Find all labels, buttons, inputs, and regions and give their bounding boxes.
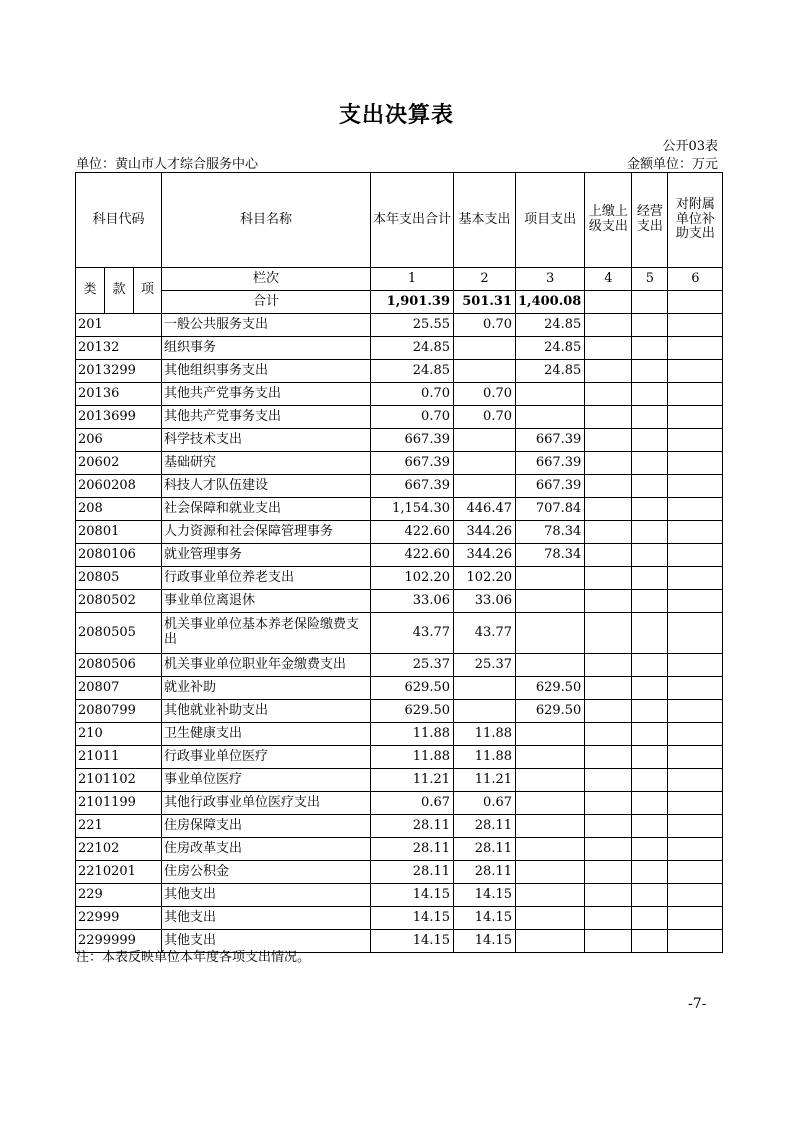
row-project — [516, 884, 585, 907]
row-basic: 14.15 — [454, 930, 516, 953]
row-name: 住房公积金 — [162, 861, 371, 884]
row-subsidy — [668, 383, 723, 406]
row-total: 422.60 — [371, 544, 454, 567]
row-upper — [585, 613, 632, 654]
row-total: 102.20 — [371, 567, 454, 590]
row-business — [632, 861, 668, 884]
row-subsidy — [668, 723, 723, 746]
unit-label: 单位：黄山市人才综合服务中心 — [76, 157, 259, 172]
row-basic: 14.15 — [454, 884, 516, 907]
table-row — [76, 498, 723, 521]
table-row — [76, 792, 723, 815]
row-code: 20805 — [76, 567, 162, 590]
table-row — [76, 406, 723, 429]
row-code: 2080506 — [76, 654, 162, 677]
row-name: 其他共产党事务支出 — [162, 406, 371, 429]
row-basic — [454, 452, 516, 475]
row-name: 科学技术支出 — [162, 429, 371, 452]
row-basic: 28.11 — [454, 815, 516, 838]
table-row — [76, 360, 723, 383]
row-subsidy — [668, 475, 723, 498]
row-total: 14.15 — [371, 907, 454, 930]
row-project: 78.34 — [516, 544, 585, 567]
row-code: 2080799 — [76, 700, 162, 723]
row-subsidy — [668, 677, 723, 700]
header-project: 项目支出 — [516, 173, 585, 268]
money-unit-label: 金额单位：万元 — [626, 157, 718, 172]
total-basic: 501.31 — [454, 291, 516, 314]
row-code: 2060208 — [76, 475, 162, 498]
row-code: 20801 — [76, 521, 162, 544]
row-subsidy — [668, 907, 723, 930]
row-project: 629.50 — [516, 700, 585, 723]
row-project — [516, 746, 585, 769]
row-subsidy — [668, 567, 723, 590]
row-business — [632, 475, 668, 498]
row-basic: 0.70 — [454, 314, 516, 337]
row-project — [516, 815, 585, 838]
row-code: 22999 — [76, 907, 162, 930]
row-total: 629.50 — [371, 700, 454, 723]
row-code: 206 — [76, 429, 162, 452]
row-upper — [585, 590, 632, 613]
row-project — [516, 613, 585, 654]
row-code: 2080505 — [76, 613, 162, 654]
row-project: 24.85 — [516, 360, 585, 383]
row-upper — [585, 498, 632, 521]
row-code: 2013299 — [76, 360, 162, 383]
row-upper — [585, 792, 632, 815]
row-total: 11.21 — [371, 769, 454, 792]
row-code: 20602 — [76, 452, 162, 475]
total-label: 合计 — [162, 291, 371, 314]
row-business — [632, 723, 668, 746]
row-business — [632, 452, 668, 475]
row-business — [632, 337, 668, 360]
row-total: 43.77 — [371, 613, 454, 654]
row-name: 行政事业单位养老支出 — [162, 567, 371, 590]
page-number: -7- — [688, 996, 707, 1012]
table-row — [76, 590, 723, 613]
row-total: 629.50 — [371, 677, 454, 700]
table-row — [76, 544, 723, 567]
row-basic: 102.20 — [454, 567, 516, 590]
row-basic: 28.11 — [454, 861, 516, 884]
row-total: 33.06 — [371, 590, 454, 613]
table-row — [76, 337, 723, 360]
row-subsidy — [668, 406, 723, 429]
row-basic — [454, 475, 516, 498]
row-upper — [585, 360, 632, 383]
row-business — [632, 613, 668, 654]
page-title: 支出决算表 — [338, 103, 454, 128]
row-upper — [585, 337, 632, 360]
row-code: 2299999 — [76, 930, 162, 953]
header-basic: 基本支出 — [454, 173, 516, 268]
row-upper — [585, 746, 632, 769]
row-business — [632, 746, 668, 769]
row-code: 2101102 — [76, 769, 162, 792]
row-project — [516, 930, 585, 953]
row-subsidy — [668, 792, 723, 815]
row-project — [516, 567, 585, 590]
row-basic — [454, 360, 516, 383]
row-upper — [585, 406, 632, 429]
row-total: 28.11 — [371, 838, 454, 861]
row-subsidy — [668, 521, 723, 544]
row-basic: 344.26 — [454, 544, 516, 567]
row-name: 事业单位医疗 — [162, 769, 371, 792]
row-business — [632, 567, 668, 590]
row-subsidy — [668, 769, 723, 792]
row-basic: 43.77 — [454, 613, 516, 654]
row-name: 事业单位离退休 — [162, 590, 371, 613]
row-subsidy — [668, 930, 723, 953]
row-code: 2013699 — [76, 406, 162, 429]
row-business — [632, 590, 668, 613]
row-upper — [585, 723, 632, 746]
row-name: 组织事务 — [162, 337, 371, 360]
table-row — [76, 884, 723, 907]
row-name: 一般公共服务支出 — [162, 314, 371, 337]
total-amount: 1,901.39 — [371, 291, 454, 314]
header-lei: 类 — [76, 268, 105, 314]
row-name: 其他支出 — [162, 907, 371, 930]
row-name: 住房改革支出 — [162, 838, 371, 861]
row-basic: 11.88 — [454, 723, 516, 746]
col-number-6: 6 — [668, 268, 723, 291]
table-row — [76, 907, 723, 930]
row-code: 21011 — [76, 746, 162, 769]
total-subsidy — [668, 291, 723, 314]
row-total: 25.55 — [371, 314, 454, 337]
row-name: 就业补助 — [162, 677, 371, 700]
table-row — [76, 314, 723, 337]
row-project — [516, 723, 585, 746]
row-project: 24.85 — [516, 314, 585, 337]
header-total: 本年支出合计 — [371, 173, 454, 268]
row-project: 667.39 — [516, 429, 585, 452]
row-basic — [454, 429, 516, 452]
table-row — [76, 475, 723, 498]
header-kuan: 款 — [105, 268, 134, 314]
row-business — [632, 498, 668, 521]
row-business — [632, 769, 668, 792]
row-business — [632, 521, 668, 544]
row-basic — [454, 700, 516, 723]
row-subsidy — [668, 861, 723, 884]
row-business — [632, 930, 668, 953]
row-basic: 33.06 — [454, 590, 516, 613]
row-upper — [585, 383, 632, 406]
row-subsidy — [668, 884, 723, 907]
row-subsidy — [668, 314, 723, 337]
table-row — [76, 861, 723, 884]
row-basic — [454, 677, 516, 700]
row-upper — [585, 544, 632, 567]
table-row — [76, 700, 723, 723]
row-business — [632, 815, 668, 838]
row-business — [632, 544, 668, 567]
row-business — [632, 907, 668, 930]
row-name: 其他支出 — [162, 930, 371, 953]
table-row — [76, 723, 723, 746]
row-basic: 28.11 — [454, 838, 516, 861]
row-upper — [585, 838, 632, 861]
row-total: 25.37 — [371, 654, 454, 677]
row-total: 0.70 — [371, 383, 454, 406]
row-total: 667.39 — [371, 429, 454, 452]
lanci-label: 栏次 — [162, 268, 371, 291]
header-upper: 上缴上级支出 — [585, 173, 632, 268]
row-business — [632, 884, 668, 907]
row-upper — [585, 861, 632, 884]
row-basic: 11.88 — [454, 746, 516, 769]
row-upper — [585, 930, 632, 953]
total-business — [632, 291, 668, 314]
row-project — [516, 838, 585, 861]
table-row — [76, 613, 723, 654]
row-total: 24.85 — [371, 337, 454, 360]
row-basic: 0.70 — [454, 383, 516, 406]
row-subsidy — [668, 360, 723, 383]
row-total: 14.15 — [371, 930, 454, 953]
header-xiang: 项 — [134, 268, 162, 314]
row-basic — [454, 337, 516, 360]
row-code: 221 — [76, 815, 162, 838]
row-name: 基础研究 — [162, 452, 371, 475]
row-total: 1,154.30 — [371, 498, 454, 521]
row-name: 科技人才队伍建设 — [162, 475, 371, 498]
table-row — [76, 452, 723, 475]
row-basic: 344.26 — [454, 521, 516, 544]
row-name: 其他就业补助支出 — [162, 700, 371, 723]
row-name: 机关事业单位基本养老保险缴费支出 — [162, 613, 371, 654]
row-name: 卫生健康支出 — [162, 723, 371, 746]
row-subsidy — [668, 700, 723, 723]
row-upper — [585, 475, 632, 498]
row-subsidy — [668, 590, 723, 613]
row-code: 2210201 — [76, 861, 162, 884]
total-row — [76, 291, 723, 314]
row-total: 0.67 — [371, 792, 454, 815]
row-name: 其他共产党事务支出 — [162, 383, 371, 406]
table-row — [76, 567, 723, 590]
row-project — [516, 654, 585, 677]
row-subsidy — [668, 654, 723, 677]
row-name: 住房保障支出 — [162, 815, 371, 838]
row-total: 667.39 — [371, 475, 454, 498]
row-business — [632, 654, 668, 677]
header-subsidy: 对附属单位补助支出 — [668, 173, 723, 268]
table-row — [76, 746, 723, 769]
row-code: 20807 — [76, 677, 162, 700]
header-code: 科目代码 — [76, 173, 162, 268]
table-row — [76, 769, 723, 792]
row-upper — [585, 521, 632, 544]
row-total: 28.11 — [371, 861, 454, 884]
col-number-3: 3 — [516, 268, 585, 291]
row-total: 11.88 — [371, 746, 454, 769]
row-subsidy — [668, 429, 723, 452]
row-subsidy — [668, 838, 723, 861]
row-business — [632, 383, 668, 406]
table-row — [76, 521, 723, 544]
row-project — [516, 861, 585, 884]
row-subsidy — [668, 452, 723, 475]
row-basic: 446.47 — [454, 498, 516, 521]
row-basic: 0.70 — [454, 406, 516, 429]
header-business: 经营支出 — [632, 173, 668, 268]
row-project — [516, 907, 585, 930]
table-row — [76, 383, 723, 406]
row-project: 667.39 — [516, 452, 585, 475]
row-project — [516, 406, 585, 429]
row-upper — [585, 452, 632, 475]
row-code: 20136 — [76, 383, 162, 406]
col-number-4: 4 — [585, 268, 632, 291]
col-number-2: 2 — [454, 268, 516, 291]
header-name: 科目名称 — [162, 173, 371, 268]
row-code: 229 — [76, 884, 162, 907]
row-name: 其他组织事务支出 — [162, 360, 371, 383]
row-project: 707.84 — [516, 498, 585, 521]
row-upper — [585, 429, 632, 452]
row-business — [632, 406, 668, 429]
row-business — [632, 314, 668, 337]
row-project: 629.50 — [516, 677, 585, 700]
column-number-row — [76, 268, 723, 291]
row-subsidy — [668, 337, 723, 360]
row-upper — [585, 677, 632, 700]
row-code: 208 — [76, 498, 162, 521]
row-code: 201 — [76, 314, 162, 337]
row-total: 422.60 — [371, 521, 454, 544]
row-upper — [585, 654, 632, 677]
row-basic: 25.37 — [454, 654, 516, 677]
row-total: 667.39 — [371, 452, 454, 475]
row-name: 其他行政事业单位医疗支出 — [162, 792, 371, 815]
row-business — [632, 792, 668, 815]
row-subsidy — [668, 498, 723, 521]
row-code: 210 — [76, 723, 162, 746]
row-subsidy — [668, 746, 723, 769]
row-name: 人力资源和社会保障管理事务 — [162, 521, 371, 544]
row-project — [516, 383, 585, 406]
row-total: 14.15 — [371, 884, 454, 907]
table-row — [76, 429, 723, 452]
row-upper — [585, 567, 632, 590]
row-subsidy — [668, 544, 723, 567]
row-total: 24.85 — [371, 360, 454, 383]
row-subsidy — [668, 613, 723, 654]
row-basic: 14.15 — [454, 907, 516, 930]
table-row — [76, 838, 723, 861]
row-upper — [585, 314, 632, 337]
total-project: 1,400.08 — [516, 291, 585, 314]
total-upper — [585, 291, 632, 314]
row-business — [632, 700, 668, 723]
row-upper — [585, 884, 632, 907]
row-code: 2080502 — [76, 590, 162, 613]
row-name: 其他支出 — [162, 884, 371, 907]
table-row — [76, 815, 723, 838]
table-row — [76, 654, 723, 677]
row-basic: 11.21 — [454, 769, 516, 792]
row-code: 2080106 — [76, 544, 162, 567]
row-basic: 0.67 — [454, 792, 516, 815]
row-name: 行政事业单位医疗 — [162, 746, 371, 769]
col-number-5: 5 — [632, 268, 668, 291]
table-note: 注：本表反映单位本年度各项支出情况。 — [76, 950, 311, 965]
row-name: 就业管理事务 — [162, 544, 371, 567]
row-upper — [585, 700, 632, 723]
row-code: 22102 — [76, 838, 162, 861]
row-code: 20132 — [76, 337, 162, 360]
row-total: 28.11 — [371, 815, 454, 838]
row-name: 社会保障和就业支出 — [162, 498, 371, 521]
col-number-1: 1 — [371, 268, 454, 291]
header-row — [76, 173, 723, 268]
table-row — [76, 677, 723, 700]
row-subsidy — [668, 815, 723, 838]
row-upper — [585, 907, 632, 930]
row-business — [632, 360, 668, 383]
row-project: 667.39 — [516, 475, 585, 498]
row-upper — [585, 769, 632, 792]
row-upper — [585, 815, 632, 838]
form-number: 公开03表 — [662, 139, 718, 154]
row-project: 24.85 — [516, 337, 585, 360]
row-name: 机关事业单位职业年金缴费支出 — [162, 654, 371, 677]
row-project — [516, 590, 585, 613]
row-project — [516, 769, 585, 792]
row-business — [632, 429, 668, 452]
row-code: 2101199 — [76, 792, 162, 815]
row-project: 78.34 — [516, 521, 585, 544]
row-total: 0.70 — [371, 406, 454, 429]
row-business — [632, 838, 668, 861]
row-project — [516, 792, 585, 815]
expenditure-table — [75, 172, 723, 953]
row-total: 11.88 — [371, 723, 454, 746]
row-business — [632, 677, 668, 700]
